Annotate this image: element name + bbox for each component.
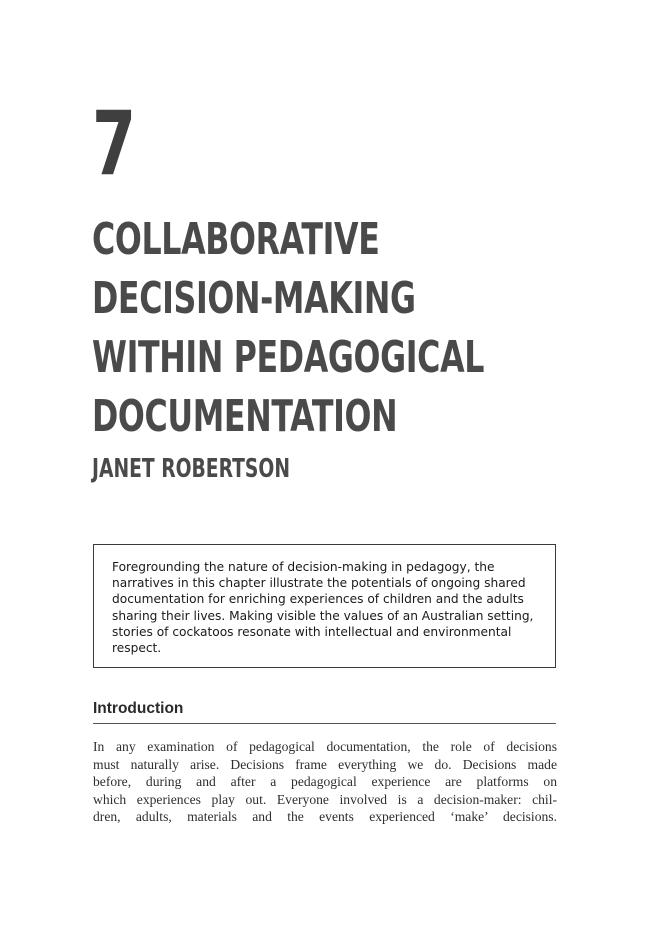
chapter-title-line: DECISION-MAKING: [92, 273, 416, 324]
body-line: must naturally arise. Decisions frame everything we do. Decisions made: [93, 756, 557, 772]
body-line: before, during and after a pedagogical experience are platforms on: [93, 774, 557, 790]
abstract-box: [93, 544, 556, 668]
abstract-text: Foregrounding the nature of decision-making in pedagogy, the narratives in this chapter illustrate the potentials of ongoing shared documentation for enriching experiences of children and the adults sharing their lives. Making visible the values of an Australian setting, stories of cockatoos resonate with intellectual and environmental respect.: [112, 560, 534, 656]
chapter-title-line: COLLABORATIVE: [92, 214, 380, 265]
chapter-author: JANET ROBERTSON: [92, 454, 290, 484]
body-line: In any examination of pedagogical documentation, the role of decisions: [93, 739, 557, 754]
chapter-number: 7: [92, 92, 135, 195]
body-line: dren, adults, materials and the events experienced ‘make’ decisions.: [93, 809, 557, 825]
body-paragraph: [93, 738, 557, 826]
chapter-title-line: DOCUMENTATION: [92, 391, 398, 442]
chapter-title-line: WITHIN PEDAGOGICAL: [92, 332, 485, 383]
section-heading-introduction: Introduction: [93, 699, 556, 724]
body-line: which experiences play out. Everyone involved is a decision-maker: chil-: [93, 791, 557, 807]
chapter-title: [92, 210, 495, 446]
